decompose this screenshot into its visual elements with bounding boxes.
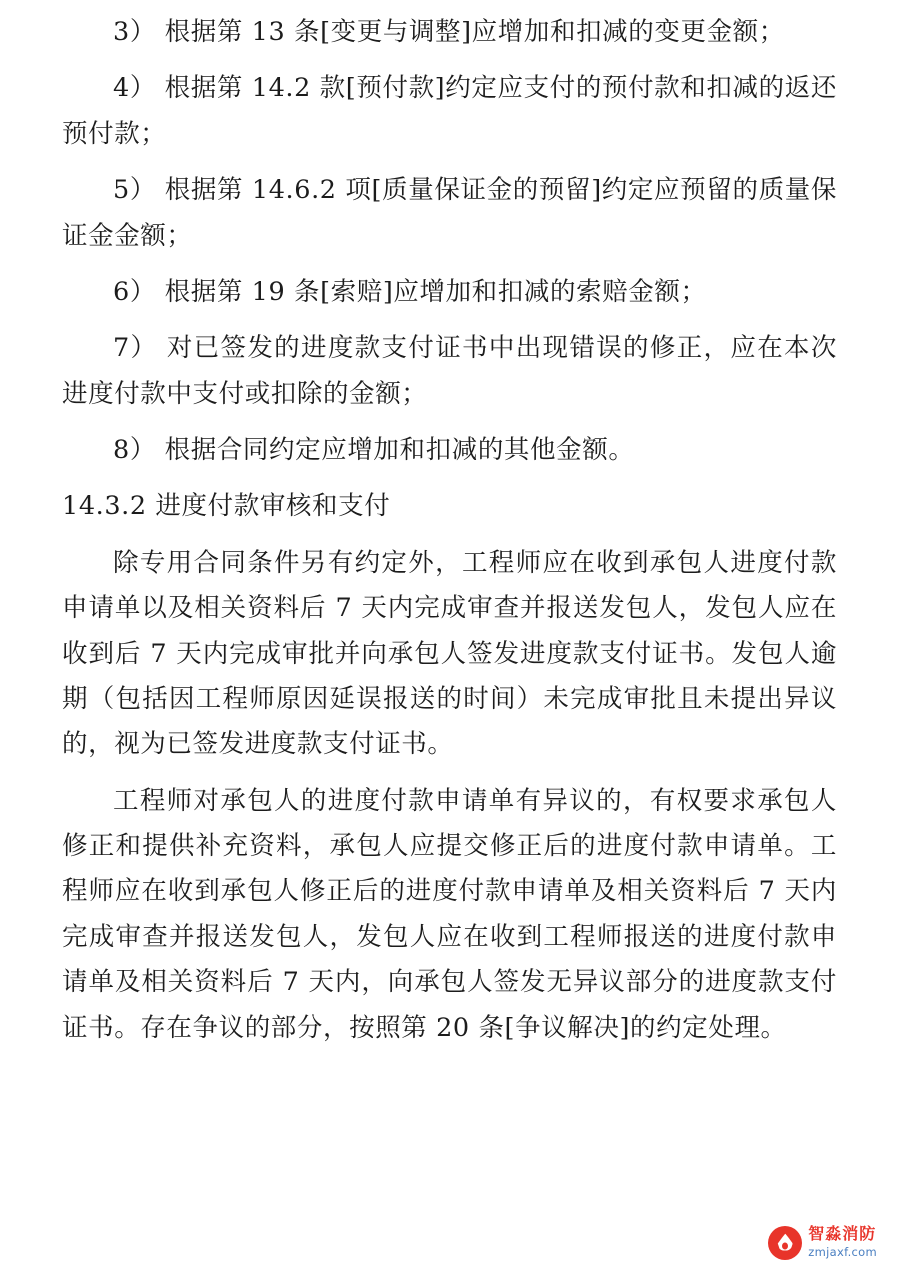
list-item: 3） 根据第 13 条[变更与调整]应增加和扣减的变更金额； [113,17,785,47]
list-item: 7） 对已签发的进度款支付证书中出现错误的修正，应在本次进度付款中支付或扣除的金额； [62,333,837,409]
body-paragraph: 除专用合同条件另有约定外，工程师应在收到承包人进度付款申请单以及相关资料后 7 天内完成审查并报送发包人，发包人应在收到后 7 天内完成审批并向承包人签发进度款支付证书。发包人逾期（包括因工程师原因延误报送的时间）未完成审批且未提出异议的，视为已签发进度款支付证书。 [62,547,837,760]
watermark-url: zmjaxf.com [808,1245,877,1259]
watermark-title: 智淼消防 [808,1224,877,1244]
watermark-text [808,1226,877,1260]
list-item: 8） 根据合同约定应增加和扣减的其他金额。 [113,435,635,465]
flame-badge-icon [768,1226,802,1260]
list-item: 5） 根据第 14.6.2 项[质量保证金的预留]约定应预留的质量保证金金额； [62,175,837,251]
list-item: 4） 根据第 14.2 款[预付款]约定应支付的预付款和扣减的返还预付款； [62,73,837,149]
body-paragraph: 工程师对承包人的进度付款申请单有异议的，有权要求承包人修正和提供补充资料，承包人应提交修正后的进度付款申请单。工程师应在收到承包人修正后的进度付款申请单及相关资料后 7 天内完成审查并报送发包人，发包人应在收到工程师报送的进度付款申请单及相关资料后 7 天内，向承包人签发无异议部分的进度款支付证书。存在争议的部分，按照第 20 条[争议解决]的约定处理。 [62,785,837,1043]
list-item: 6） 根据第 19 条[索赔]应增加和扣减的索赔金额； [113,276,707,307]
watermark [768,1226,877,1260]
document-body [62,10,837,1051]
section-heading: 14.3.2 进度付款审核和支付 [62,491,391,522]
